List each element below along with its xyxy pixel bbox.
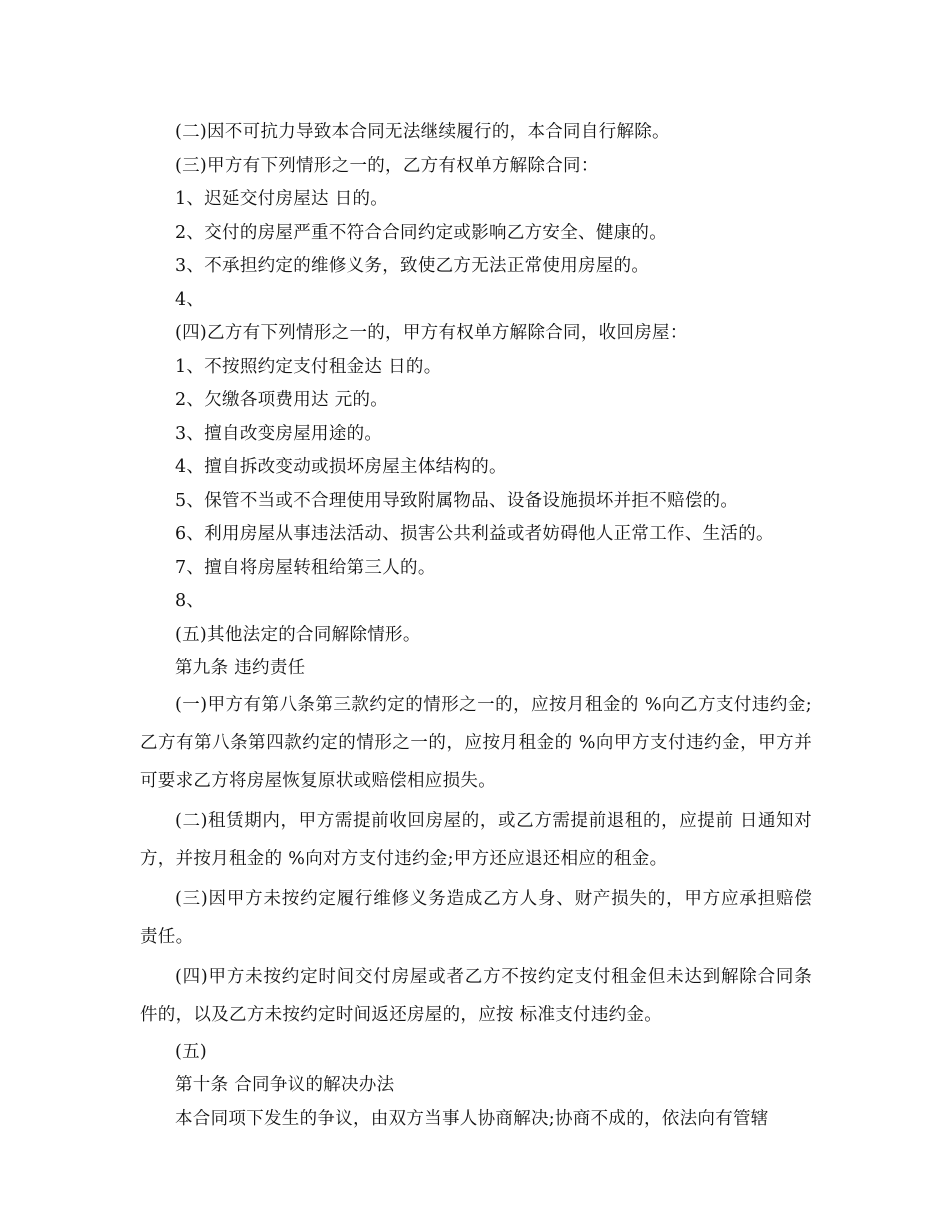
- clause-line: (四)乙方有下列情形之一的，甲方有权单方解除合同，收回房屋：: [175, 323, 688, 343]
- clause-line: 3、不承担约定的维修义务，致使乙方无法正常使用房屋的。: [175, 256, 650, 276]
- clause-line: 2、交付的房屋严重不符合合同约定或影响乙方安全、健康的。: [175, 222, 668, 243]
- article-ten-text: 本合同项下发生的争议，由双方当事人协商解决;协商不成的，依法向有管辖: [175, 1108, 769, 1129]
- article-nine-title: 第九条 违约责任: [175, 658, 306, 678]
- clause-line: (二)因不可抗力导致本合同无法继续履行的，本合同自行解除。: [175, 122, 670, 142]
- liability-paragraph: (三)因甲方未按约定履行维修义务造成乙方人身、财产损失的，甲方应承担赔偿责任。: [140, 888, 812, 947]
- clause-line: 5、保管不当或不合理使用导致附属物品、设备设施损坏并拒不赔偿的。: [175, 490, 739, 511]
- clause-line: (五)其他法定的合同解除情形。: [175, 624, 421, 645]
- clause-line: 7、擅自将房屋转租给第三人的。: [175, 557, 436, 578]
- clause-line: 3、擅自改变房屋用途的。: [175, 423, 383, 444]
- clause-line: (三)甲方有下列情形之一的，乙方有权单方解除合同：: [175, 155, 599, 176]
- clause-line: 4、擅自拆改变动或损坏房屋主体结构的。: [175, 457, 507, 477]
- clause-line: 4、: [175, 289, 205, 310]
- article-ten-title: 第十条 合同争议的解决办法: [175, 1075, 395, 1095]
- clause-line: 6、利用房屋从事违法活动、损害公共利益或者妨碍他人正常工作、生活的。: [175, 524, 774, 544]
- clause-line: (五): [175, 1041, 208, 1062]
- liability-paragraph: (四)甲方未按约定时间交付房屋或者乙方不按约定支付租金但未达到解除合同条件的，以及乙方未按约定时间返还房屋的，应按 标准支付违约金。: [140, 966, 812, 1025]
- liability-paragraph: (一)甲方有第八条第三款约定的情形之一的，应按月租金的 %向乙方支付违约金;乙方有第八条第四款约定的情形之一的，应按月租金的 %向甲方支付违约金，甲方并可要求乙方将房屋恢复原状或赔偿相应损失。: [140, 694, 812, 791]
- clause-line: 8、: [175, 591, 205, 611]
- clause-line: 1、不按照约定支付租金达 日的。: [175, 356, 442, 377]
- clause-line: 2、欠缴各项费用达 元的。: [175, 390, 389, 410]
- liability-paragraph: (二)租赁期内，甲方需提前收回房屋的，或乙方需提前退租的，应提前 日通知对方，并按月租金的 %向对方支付违约金;甲方还应退还相应的租金。: [140, 810, 812, 869]
- document-body: [140, 116, 812, 1136]
- clause-line: 1、迟延交付房屋达 日的。: [175, 189, 389, 209]
